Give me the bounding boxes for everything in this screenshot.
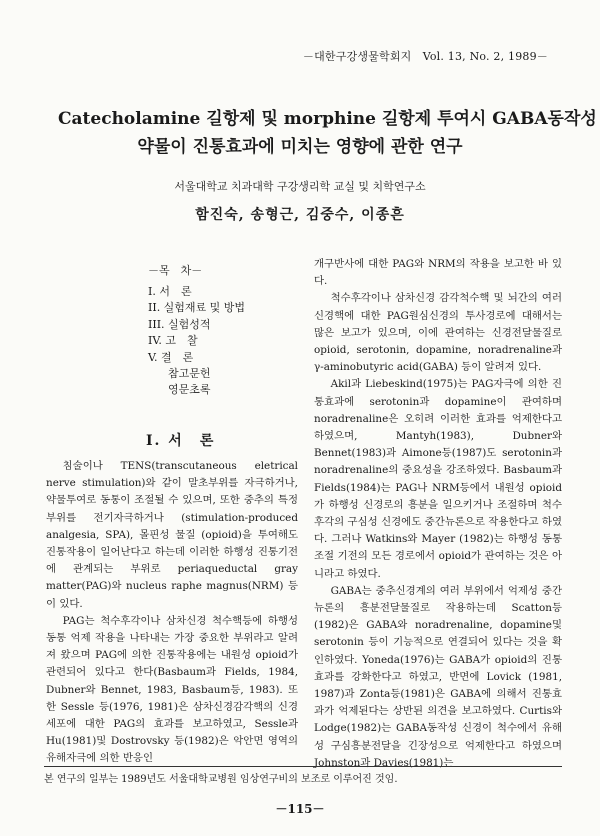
footnote: 본 연구의 일부는 1989년도 서울대학교병원 임상연구비의 보조로 이루어진 것임.: [44, 774, 398, 785]
paragraph: 척수후각이나 삼차신경 감각척수핵 및 뇌간의 여러 신경핵에 대한 PAG원심신경의 투사경로에 대해서는 많은 보고가 있으며, 이에 관여하는 신경전달물질로 opioid, serotonin, dopamine, noradrenaline과 γ-aminobutyric acid(GABA) 등이 알려져 있다.: [314, 292, 562, 374]
page-number: －115－: [275, 802, 325, 816]
paragraph: Akil과 Liebeskind(1975)는 PAG자극에 의한 진통효과에 serotonin과 dopamine이 관여하며 noradrenaline은 오히려 이러한 효과를 억제한다고 하였으며, Mantyh(1983), Dubner와 Bennet(1983)과 Aimone등(1987)도 serotonin과 noradrenaline의 중요성을 강조하였다. Basbaum과 Fields(1984)는 PAG나 NRM등에서 내원성 opioid가 하행성 신경로의 흥분을 일으키거나 조절하며 척수후각의 구심성 신경에도 중간뉴론으로 작용한다고 하였다. 그러나 Watkins와 Mayer (1982)는 하행성 동통조절 기전의 모든 경로에서 opioid가 관여하는 것은 아니라고 하였다.: [314, 378, 562, 580]
section-heading-introduction: I. 서 론: [146, 433, 216, 449]
authors: 함진숙, 송형근, 김중수, 이종흔: [195, 207, 405, 223]
running-header: －대한구강생물학회지 Vol. 13, No. 2, 1989－: [302, 50, 548, 63]
toc-item: II. 실험재료 및 방법: [148, 301, 246, 315]
toc-item: III. 실험성적: [148, 317, 211, 331]
toc-item: IV. 고 찰: [148, 334, 198, 348]
footnote-divider: [44, 766, 562, 767]
paragraph: 개구반사에 대한 PAG와 NRM의 작용을 보고한 바 있다.: [314, 258, 562, 288]
toc-title: －목 차－: [148, 264, 203, 277]
paragraph: PAG는 척수후각이나 삼차신경 척수핵등에 하행성 동통 억제 작용을 나타내는 가장 중요한 부위라고 알려져 왔으며 PAG에 의한 진통작용에는 내원성 opioid가 관련되어 있다고 한다(Basbaum과 Fields, 1984, Dubner와 Bennet, 1983, Basbaum등, 1983). 또한 Sessle 등(1976, 1981)은 삼차신경감각핵의 신경세포에 대한 PAG의 효과를 보고하였고, Sessle과 Hu(1981)및 Dostrovsky 등(1982)은 악안면 영역의 유해자극에 의한 반응인: [46, 614, 298, 765]
toc-item: 영문초록: [168, 383, 211, 397]
title-line-1: Catecholamine 길항제 및 morphine 길항제 투여시 GABA동작성: [58, 109, 597, 129]
toc-item: V. 결 론: [148, 350, 194, 364]
paragraph: GABA는 중추신경계의 여러 부위에서 억제성 중간뉴론의 흥분전달물질로 작용하는데 Scatton등 (1982)은 GABA와 noradrenaline, dopamine및 serotonin 등이 기능적으로 연결되어 있다는 것을 확인하였다. Yoneda(1976)는 GABA가 opioid의 진통효과를 강화한다고 하였고, 반면에 Lovick (1981, 1987)과 Zonta등(1981)은 GABA에 의해서 진통효과가 억제된다는 상반된 의견을 보고하였다. Curtis와 Lodge(1982)는 GABA동작성 신경이 척수에서 유해성 구심흥분전달을 긴장성으로 억제한다고 하였으며 Johnston과 Davies(1981)는: [314, 584, 562, 769]
table-of-contents: [148, 284, 245, 399]
paragraph: 침술이나 TENS(transcutaneous eletrical nerve stimulation)와 같이 말초부위를 자극하거나, 약물투여로 동통이 조절될 수 있으며, 또한 중추의 특정 부위를 전기자극하거나 (stimulation-produced analgesia, SPA), 몰핀성 물질 (opioid)을 투여해도 진통작용이 일어난다고 하는데 이러한 하행성 진통기전에 관계되는 부위로 periaqueductal gray matter(PAG)와 nucleus raphe magnus(NRM) 등이 있다.: [46, 460, 298, 610]
affiliation: 서울대학교 치과대학 구강생리학 교실 및 치학연구소: [174, 180, 426, 193]
toc-item: I. 서 론: [148, 285, 192, 298]
right-column: [314, 256, 562, 772]
title-line-2: 약물이 진통효과에 미치는 영향에 관한 연구: [137, 137, 463, 157]
left-column: [46, 458, 298, 768]
toc-item: 참고문헌: [168, 367, 211, 381]
